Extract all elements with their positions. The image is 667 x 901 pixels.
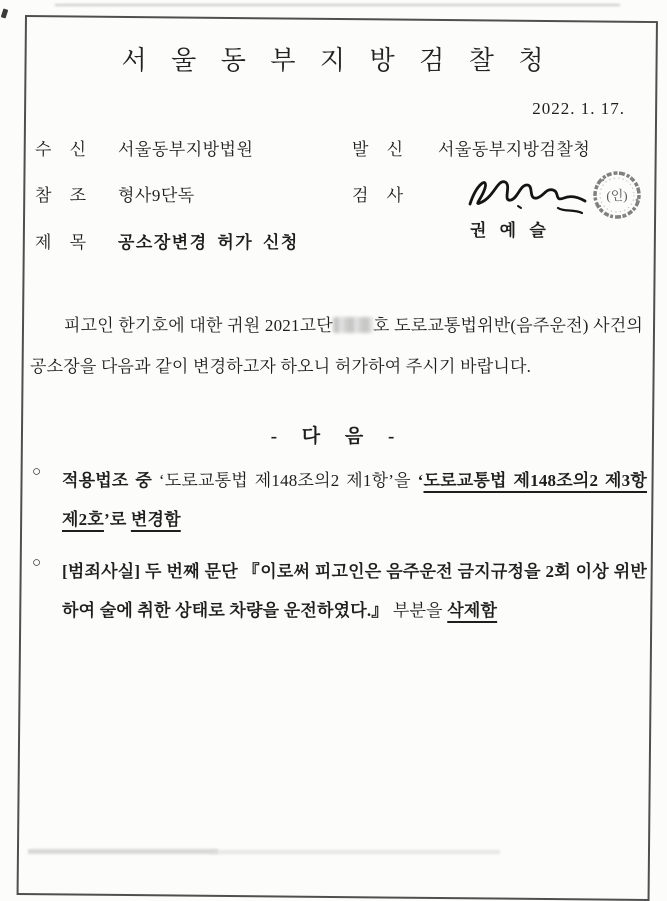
item2-mid: 부분을 <box>388 601 448 620</box>
case-text-suffix: 호 도로교통법위반(음주운전) 사건의 공소장을 다음과 같이 변경하고자 하오니 허가하여 주시기 바랍니다. <box>30 316 644 376</box>
reference-value: 형사9단독 <box>118 186 195 205</box>
circle-bullet-icon: ○ <box>32 555 42 571</box>
item1-lead: 적용법조 중 <box>62 471 159 490</box>
recipient-label: 수 신 <box>35 140 88 159</box>
item1-open-quote: ‘ <box>417 471 424 490</box>
scan-top-edge-artifact <box>55 4 620 6</box>
subject-label: 제 목 <box>35 233 88 252</box>
item1-new-provision: 도로교통법 제148조의2 제3항 제2호 <box>62 471 647 529</box>
list-item-text <box>62 461 647 539</box>
redacted-case-number <box>333 317 373 333</box>
sender-value: 서울동부지방검찰청 <box>438 140 591 159</box>
list-item-facts-deletion <box>32 552 647 630</box>
request-paragraph <box>30 305 643 387</box>
list-item-applicable-law-change <box>32 461 647 539</box>
item2-action: 삭제함 <box>447 601 498 620</box>
case-text-prefix: 피고인 한기호에 대한 귀원 2021고단 <box>64 316 333 335</box>
list-item-text <box>62 552 647 630</box>
subject-value: 공소장변경 허가 신청 <box>118 233 299 252</box>
official-seal-stamp <box>590 168 644 222</box>
item1-action: 변경함 <box>130 510 181 529</box>
scan-bottom-artifact <box>210 850 500 854</box>
prosecutor-name: 권 예 슬 <box>470 221 546 240</box>
recipient-value: 서울동부지방법원 <box>118 140 254 159</box>
sender-label: 발 신 <box>352 140 405 159</box>
prosecutor-label: 검 사 <box>352 186 405 205</box>
seal-text: (인) <box>606 188 628 203</box>
item1-close-quote: ’로 <box>103 510 131 529</box>
item2-lead: [범죄사실] 두 번째 문단 <box>62 562 243 581</box>
reference-label: 참 조 <box>35 186 88 205</box>
section-heading-daum: - 다 음 - <box>270 426 397 447</box>
prosecutor-signature <box>460 170 592 220</box>
scan-bottom-artifact <box>28 849 218 854</box>
document-date: 2022. 1. 17. <box>532 99 625 118</box>
scan-corner-speck <box>1 8 9 18</box>
item2-quoted-passage: 『이로써 피고인은 음주운전 금지규정을 2회 이상 위반하여 술에 취한 상태로 차량을 운전하였다.』 <box>62 562 647 620</box>
circle-bullet-icon: ○ <box>32 464 42 480</box>
document-title: 서 울 동 부 지 방 검 찰 청 <box>121 46 546 75</box>
amendment-items <box>32 461 647 630</box>
item1-old-provision: ‘도로교통법 제148조의2 제1항’을 <box>158 471 418 490</box>
